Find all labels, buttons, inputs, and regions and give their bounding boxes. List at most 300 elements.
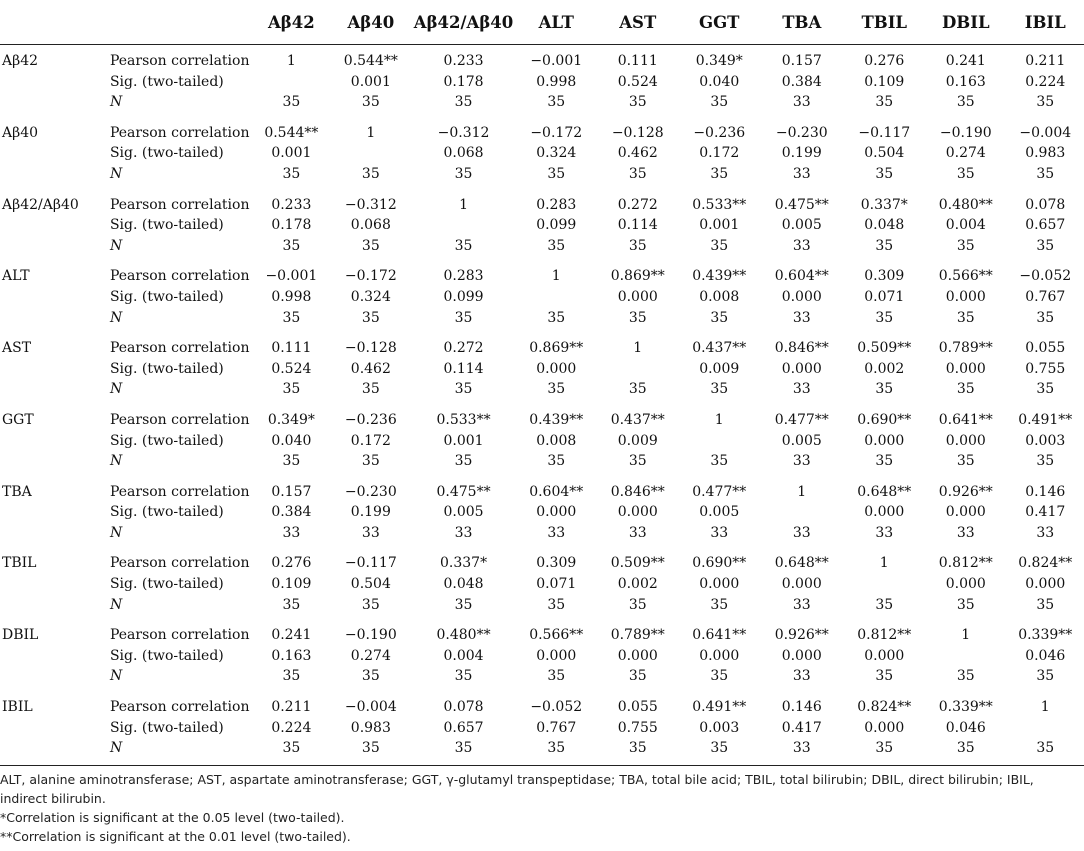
table-cell: 0.812**	[857, 627, 912, 644]
table-cell: 35	[454, 453, 473, 470]
statistic-label: Pearson correlation	[109, 411, 250, 428]
table-cell: 0.099	[536, 217, 577, 234]
row-variable-label-blank	[0, 287, 106, 308]
table-cell: 33	[792, 524, 811, 541]
statistic-label: Pearson correlation	[109, 483, 250, 500]
table-cell: 33	[792, 381, 811, 398]
table-cell: 0.000	[864, 504, 905, 521]
table-cell: 35	[875, 237, 894, 254]
table-cell: 35	[547, 668, 566, 685]
column-header: GGT	[678, 0, 760, 45]
table-cell	[253, 72, 330, 93]
table-cell: 35	[956, 94, 975, 111]
table-cell: 0.524	[271, 360, 312, 377]
table-cell: 35	[628, 453, 647, 470]
table-cell: 0.533**	[436, 411, 491, 428]
statistic-label: Pearson correlation	[109, 53, 250, 69]
statistic-label: Pearson correlation	[109, 699, 250, 716]
table-cell: 0.283	[536, 196, 577, 213]
table-cell: 35	[454, 237, 473, 254]
table-row	[0, 359, 1084, 380]
statistic-label: Sig. (two-tailed)	[109, 719, 224, 736]
table-cell: 0.055	[1025, 340, 1066, 357]
table-cell: 33	[792, 94, 811, 111]
table-row	[0, 215, 1084, 236]
table-cell: 0.283	[443, 268, 484, 285]
table-cell: 35	[710, 381, 729, 398]
table-cell: 0.000	[617, 647, 658, 664]
statistic-label: Sig. (two-tailed)	[109, 432, 224, 449]
table-row	[0, 287, 1084, 308]
table-cell: 0.211	[271, 699, 312, 716]
table-cell: 0.276	[864, 53, 905, 69]
statistic-label: Sig. (two-tailed)	[109, 288, 224, 305]
table-cell: 0.337*	[860, 196, 908, 213]
table-cell: 0.475**	[436, 483, 491, 500]
table-cell: 35	[710, 94, 729, 111]
table-cell: 0.384	[781, 73, 822, 90]
table-cell	[844, 574, 926, 595]
table-cell: 0.309	[864, 268, 905, 285]
table-row	[0, 619, 1084, 646]
statistic-label: Pearson correlation	[109, 124, 250, 141]
table-cell: 0.199	[350, 504, 391, 521]
table-cell: 35	[282, 596, 301, 613]
table-cell: 0.000	[864, 719, 905, 736]
column-header: Aβ42/Aβ40	[412, 0, 516, 45]
table-cell: −0.236	[344, 411, 397, 428]
table-cell: −0.230	[775, 124, 828, 141]
table-row	[0, 332, 1084, 359]
table-cell: 35	[361, 668, 380, 685]
table-cell: 35	[547, 381, 566, 398]
row-variable-label: IBIL	[2, 699, 33, 716]
column-header: DBIL	[925, 0, 1007, 45]
table-cell: 0.544**	[343, 53, 398, 69]
table-cell: 0.078	[443, 699, 484, 716]
table-cell: 0.211	[1025, 53, 1066, 69]
row-variable-label: TBA	[2, 483, 32, 500]
row-variable-label-blank	[0, 379, 106, 404]
table-cell: 35	[1036, 309, 1055, 326]
table-cell: 0.000	[945, 432, 986, 449]
table-cell: 0.657	[443, 719, 484, 736]
table-cell: 0.111	[617, 53, 658, 69]
statistic-label: Pearson correlation	[109, 196, 250, 213]
row-variable-label: GGT	[2, 411, 34, 428]
row-variable-label-blank	[0, 523, 106, 548]
table-cell: 0.005	[781, 217, 822, 234]
row-variable-label-blank	[0, 502, 106, 523]
row-variable-label-blank	[0, 72, 106, 93]
table-cell: 35	[956, 381, 975, 398]
table-cell: 35	[875, 596, 894, 613]
column-header: IBIL	[1007, 0, 1084, 45]
row-variable-label-blank	[0, 431, 106, 452]
table-cell: 35	[282, 309, 301, 326]
statistic-label: N	[109, 524, 123, 541]
double-star-footnote: **Correlation is significant at the 0.01 level (two-tailed).	[0, 829, 351, 844]
table-cell: 1	[633, 340, 643, 357]
table-cell: 35	[282, 668, 301, 685]
table-cell: 33	[792, 596, 811, 613]
column-header: TBIL	[844, 0, 926, 45]
row-variable-label-blank	[0, 164, 106, 189]
table-body	[0, 45, 1084, 766]
table-cell: 0.000	[699, 576, 740, 593]
table-cell: 35	[875, 453, 894, 470]
table-cell: 0.114	[443, 360, 484, 377]
table-cell: 0.040	[699, 73, 740, 90]
statistic-label: Sig. (two-tailed)	[109, 145, 224, 162]
table-cell: 35	[547, 453, 566, 470]
table-cell: 0.004	[443, 647, 484, 664]
table-cell: 35	[1036, 381, 1055, 398]
table-cell: 35	[1007, 738, 1084, 765]
table-cell: 0.926**	[938, 483, 993, 500]
table-cell: 0.439**	[692, 268, 747, 285]
statistic-label: N	[106, 738, 253, 765]
table-cell: −0.117	[858, 124, 911, 141]
table-cell: 0.566**	[938, 268, 993, 285]
table-cell: 0.272	[443, 340, 484, 357]
row-variable-label-blank	[0, 595, 106, 620]
table-cell: 35	[361, 596, 380, 613]
table-cell: 0.604**	[774, 268, 829, 285]
table-cell: 0.641**	[938, 411, 993, 428]
table-cell: 35	[628, 381, 647, 398]
table-cell: 35	[628, 165, 647, 182]
row-variable-label: ALT	[2, 268, 30, 285]
table-cell: 35	[547, 94, 566, 111]
table-cell: 35	[282, 165, 301, 182]
table-cell: 0.040	[271, 432, 312, 449]
table-cell: 33	[710, 524, 729, 541]
row-variable-label: Aβ40	[2, 124, 39, 141]
table-cell: 35	[330, 738, 412, 765]
statistic-label: Sig. (two-tailed)	[109, 73, 224, 90]
table-cell: 0.005	[781, 432, 822, 449]
table-cell: 0.846**	[610, 483, 665, 500]
column-header: ALT	[515, 0, 597, 45]
table-row	[0, 164, 1084, 189]
table-cell: 0.337*	[439, 555, 488, 572]
table-cell: 33	[792, 453, 811, 470]
table-cell: 0.509**	[857, 340, 912, 357]
table-cell: −0.004	[1019, 124, 1072, 141]
table-cell: 0.462	[350, 360, 391, 377]
table-footnotes	[0, 770, 1084, 846]
table-cell: 0.274	[350, 647, 391, 664]
table-cell: 35	[361, 94, 380, 111]
table-cell	[1007, 718, 1084, 739]
table-cell: 35	[412, 738, 516, 765]
table-cell: 1	[551, 268, 561, 285]
table-cell: 0.491**	[692, 699, 747, 716]
table-cell: 0.657	[1025, 217, 1066, 234]
table-cell: −0.236	[693, 124, 746, 141]
table-cell: 33	[792, 237, 811, 254]
table-cell: 0.309	[536, 555, 577, 572]
table-cell: 35	[956, 668, 975, 685]
table-cell: 0.000	[536, 647, 577, 664]
table-cell: 0.477**	[774, 411, 829, 428]
table-cell: 0.241	[945, 53, 986, 69]
table-row	[0, 431, 1084, 452]
table-cell: 35	[628, 237, 647, 254]
header-blank	[0, 0, 106, 45]
table-cell: 0.199	[781, 145, 822, 162]
table-row	[0, 92, 1084, 117]
table-row	[0, 718, 1084, 739]
table-cell: 0.000	[864, 647, 905, 664]
table-cell: 1	[714, 411, 724, 428]
table-cell: 0.339**	[938, 699, 993, 716]
header-blank	[106, 0, 253, 45]
table-cell: 0.000	[699, 647, 740, 664]
table-cell: 0.000	[945, 576, 986, 593]
row-variable-label-blank	[0, 666, 106, 691]
statistic-label: Sig. (two-tailed)	[109, 217, 224, 234]
table-cell: 35	[547, 309, 566, 326]
table-cell: 0.789**	[610, 627, 665, 644]
table-cell: 0.172	[350, 432, 391, 449]
table-row	[0, 143, 1084, 164]
table-row	[0, 117, 1084, 144]
abbreviations-footnote: ALT, alanine aminotransferase; AST, aspartate aminotransferase; GGT, γ-glutamyl transpeptidase; TBA, total bile acid; TBIL, total bilirubin; DBIL, direct bilirubin; IBIL, indirect bilirubin.	[0, 772, 1034, 806]
table-cell: 0.001	[271, 145, 312, 162]
table-cell: 0.001	[350, 73, 391, 90]
row-variable-label: AST	[2, 340, 32, 357]
table-cell: 0.789**	[938, 340, 993, 357]
table-cell: 0.824**	[857, 699, 912, 716]
statistic-label: N	[109, 381, 123, 398]
table-cell: 0.000	[864, 432, 905, 449]
table-cell: 0.437**	[610, 411, 665, 428]
table-cell: 0.349*	[695, 53, 743, 69]
table-cell: 0.000	[617, 504, 658, 521]
row-variable-label-blank	[0, 718, 106, 739]
table-cell: 0.241	[271, 627, 312, 644]
table-cell: −0.172	[344, 268, 397, 285]
table-cell: 0.071	[864, 288, 905, 305]
table-row	[0, 451, 1084, 476]
table-cell: 0.566**	[529, 627, 584, 644]
table-cell: 0.417	[781, 719, 822, 736]
statistic-label: Pearson correlation	[109, 555, 250, 572]
row-variable-label: Aβ42/Aβ40	[2, 196, 79, 213]
table-row	[0, 691, 1084, 718]
table-cell	[925, 646, 1007, 667]
table-row	[0, 72, 1084, 93]
table-cell: 0.055	[617, 699, 658, 716]
table-cell: 35	[253, 738, 330, 765]
table-cell: 0.114	[617, 217, 658, 234]
table-cell: 0.480**	[436, 627, 491, 644]
table-row	[0, 189, 1084, 216]
table-row	[0, 236, 1084, 261]
table-cell: 0.504	[864, 145, 905, 162]
table-cell: 0.068	[443, 145, 484, 162]
table-cell: 0.000	[617, 288, 658, 305]
table-cell: 35	[454, 668, 473, 685]
single-star-footnote: *Correlation is significant at the 0.05 level (two-tailed).	[0, 810, 345, 825]
row-variable-label: Aβ42	[2, 53, 39, 69]
statistic-label: Pearson correlation	[109, 340, 250, 357]
table-cell: 35	[1036, 596, 1055, 613]
table-row	[0, 308, 1084, 333]
table-cell: 0.324	[536, 145, 577, 162]
table-cell: 0.544**	[264, 124, 319, 141]
table-cell: 33	[1036, 524, 1055, 541]
table-cell: 1	[286, 53, 296, 69]
table-cell: 0.812**	[938, 555, 993, 572]
row-variable-label-blank	[0, 308, 106, 333]
table-cell: 35	[710, 165, 729, 182]
table-cell	[330, 143, 412, 164]
table-cell: 35	[875, 668, 894, 685]
table-cell: 0.509**	[610, 555, 665, 572]
table-cell: 0.000	[781, 576, 822, 593]
table-cell: 1	[879, 555, 889, 572]
statistic-label: Sig. (two-tailed)	[109, 576, 224, 593]
table-cell: 35	[710, 309, 729, 326]
table-cell: 0.339**	[1018, 627, 1073, 644]
table-cell: 0.157	[271, 483, 312, 500]
table-cell: −0.230	[344, 483, 397, 500]
table-cell: 1	[366, 124, 376, 141]
table-cell: −0.312	[437, 124, 490, 141]
table-cell: −0.001	[265, 268, 318, 285]
table-cell: 0.109	[271, 576, 312, 593]
row-variable-label: DBIL	[2, 627, 39, 644]
table-cell: 0.003	[1025, 432, 1066, 449]
table-cell: 0.437**	[692, 340, 747, 357]
table-cell: 0.000	[945, 288, 986, 305]
table-row	[0, 738, 1084, 765]
table-cell: 0.846**	[774, 340, 829, 357]
table-cell: 0.000	[781, 360, 822, 377]
table-cell: 35	[875, 165, 894, 182]
table-cell: 0.099	[443, 288, 484, 305]
table-cell: 35	[875, 309, 894, 326]
row-variable-label-blank	[0, 738, 106, 765]
statistic-label: N	[109, 237, 123, 254]
table-cell: −0.190	[939, 124, 992, 141]
statistic-label: N	[109, 668, 123, 685]
table-cell	[760, 502, 844, 523]
table-cell: 0.477**	[692, 483, 747, 500]
table-cell	[412, 215, 516, 236]
table-cell: 0.648**	[857, 483, 912, 500]
table-cell: 0.078	[1025, 196, 1066, 213]
table-cell: 0.641**	[692, 627, 747, 644]
table-cell: 33	[454, 524, 473, 541]
table-cell: 1	[961, 627, 971, 644]
table-cell: 0.000	[536, 360, 577, 377]
table-cell: 35	[710, 237, 729, 254]
table-cell: 35	[628, 94, 647, 111]
row-variable-label-blank	[0, 574, 106, 595]
table-cell: 33	[760, 738, 844, 765]
table-cell: 0.998	[271, 288, 312, 305]
table-cell: 0.417	[1025, 504, 1066, 521]
table-row	[0, 404, 1084, 431]
table-cell: 0.524	[617, 73, 658, 90]
table-cell: 1	[797, 483, 807, 500]
table-cell: 0.002	[617, 576, 658, 593]
table-cell	[515, 287, 597, 308]
table-cell: 35	[956, 237, 975, 254]
table-cell: 0.111	[271, 340, 312, 357]
table-cell: 0.439**	[529, 411, 584, 428]
table-cell: 0.172	[699, 145, 740, 162]
table-cell: 0.224	[1025, 73, 1066, 90]
table-cell: 35	[875, 381, 894, 398]
statistic-label: N	[109, 596, 123, 613]
table-cell: 0.008	[699, 288, 740, 305]
column-header: Aβ40	[330, 0, 412, 45]
table-cell: 0.157	[781, 53, 822, 69]
table-cell: 0.276	[271, 555, 312, 572]
statistic-label: N	[109, 309, 123, 326]
table-cell: 35	[1036, 668, 1055, 685]
table-cell: 35	[361, 165, 380, 182]
table-cell: 0.926**	[774, 627, 829, 644]
table-cell: 0.009	[699, 360, 740, 377]
table-cell: 35	[282, 381, 301, 398]
table-cell: 0.005	[699, 504, 740, 521]
table-cell: 35	[454, 165, 473, 182]
row-variable-label-blank	[0, 143, 106, 164]
table-cell: 0.224	[271, 719, 312, 736]
table-row	[0, 666, 1084, 691]
table-cell: 33	[282, 524, 301, 541]
table-cell: 0.869**	[529, 340, 584, 357]
table-cell: 0.755	[617, 719, 658, 736]
table-cell: 0.233	[271, 196, 312, 213]
table-cell: 0.272	[617, 196, 658, 213]
table-cell: 0.004	[945, 217, 986, 234]
table-cell: 35	[454, 596, 473, 613]
table-cell: 0.001	[443, 432, 484, 449]
table-row	[0, 45, 1084, 72]
table-header-row	[0, 0, 1084, 45]
row-variable-label: TBIL	[2, 555, 37, 572]
table-cell: 0.068	[350, 217, 391, 234]
table-cell: 0.324	[350, 288, 391, 305]
table-cell: 35	[1036, 94, 1055, 111]
row-variable-label-blank	[0, 451, 106, 476]
table-cell: 0.767	[536, 719, 577, 736]
table-cell	[678, 431, 760, 452]
table-cell: 35	[875, 94, 894, 111]
table-cell: 0.005	[443, 504, 484, 521]
table-cell	[597, 359, 679, 380]
table-cell: 33	[956, 524, 975, 541]
table-cell: 0.998	[536, 73, 577, 90]
table-cell: 35	[454, 381, 473, 398]
table-cell: 35	[1036, 165, 1055, 182]
table-cell: −0.004	[344, 699, 397, 716]
table-cell: 0.000	[536, 504, 577, 521]
table-row	[0, 260, 1084, 287]
table-cell: 33	[792, 165, 811, 182]
table-cell: 35	[956, 309, 975, 326]
table-cell: 0.001	[699, 217, 740, 234]
statistic-label: N	[109, 94, 123, 111]
table-cell: 35	[361, 453, 380, 470]
